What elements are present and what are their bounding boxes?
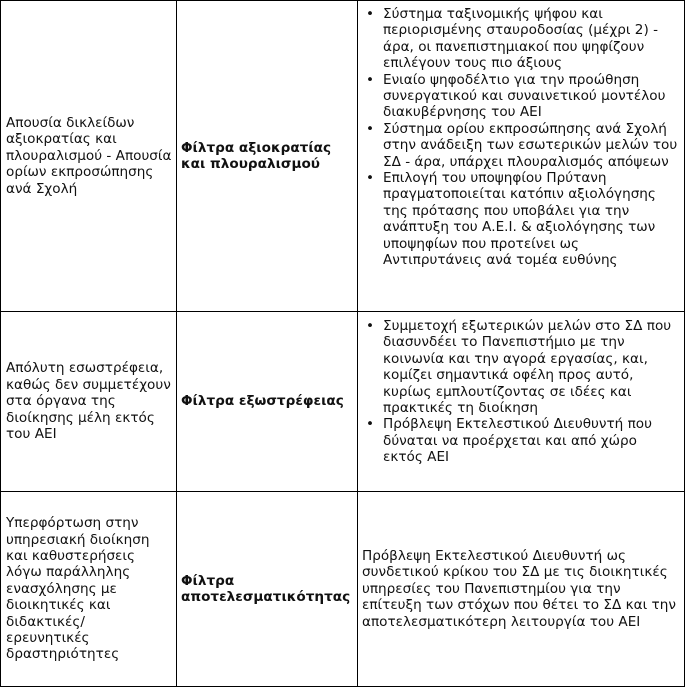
measures-list xyxy=(362,6,680,269)
table-row xyxy=(1,1,685,312)
problem-cell: Απόλυτη εσωστρέφεια, καθώς δεν συμμετέχουν στα όργανα της διοίκησης μέλη εκτός του ΑΕΙ xyxy=(1,312,177,492)
list-item xyxy=(362,318,680,416)
list-item xyxy=(362,72,680,121)
bullet-icon: • xyxy=(366,170,375,187)
measure-text: Επιλογή του υποψηφίου Πρύτανη πραγματοποιείται κατόπιν αξιολόγησης της πρότασης που υποβάλει για την ανάπτυξη του Α.Ε.Ι. & αξιολόγησης των υποψηφίων που προτείνει ως Αντιπρυτάνεις ανά τομέα ευθύνης xyxy=(383,170,656,269)
bullet-icon: • xyxy=(366,6,375,22)
bullet-icon: • xyxy=(366,120,375,137)
filter-cell: Φίλτρα αξιοκρατίας και πλουραλισμού xyxy=(177,1,358,312)
measure-text: Σύστημα ορίου εκπροσώπησης ανά Σχολή στην ανάδειξη των εσωτερικών μελών του ΣΔ - άρα, υπάρχει πλουραλισμός απόψεων xyxy=(383,120,678,170)
measure-text: Συμμετοχή εξωτερικών μελών στο ΣΔ που διασυνδέει το Πανεπιστήμιο με την κοινωνία και την αγορά εργασίας, και, κομίζει σημαντικά οφέλη προς αυτό, κυρίως εμπλουτίζοντας σε ιδέες και πρακτικές τη διοίκηση xyxy=(383,318,672,417)
table-row xyxy=(1,492,685,687)
list-item xyxy=(362,170,680,268)
bullet-icon: • xyxy=(366,416,375,433)
bullet-icon: • xyxy=(366,71,375,88)
measures-cell xyxy=(358,1,685,312)
list-item xyxy=(362,416,680,465)
problem-cell: Υπερφόρτωση στην υπηρεσιακή διοίκηση και καθυστερήσεις λόγω παράλληλης ενασχόλησης με διοικητικές και διδακτικές/ ερευνητικές δραστηριότητες xyxy=(1,492,177,687)
list-item xyxy=(362,121,680,170)
bullet-icon: • xyxy=(366,318,375,334)
measures-cell: Πρόβλεψη Εκτελεστικού Διευθυντή ως συνδετικού κρίκου του ΣΔ με τις διοικητικές υπηρεσίες του Πανεπιστημίου για την επίτευξη των στόχων που θέτει το ΣΔ και την αποτελεσματικότερη λειτουργία του ΑΕΙ xyxy=(358,492,685,687)
problem-cell: Απουσία δικλείδων αξιοκρατίας και πλουραλισμού - Απουσία ορίων εκπροσώπησης ανά Σχολή xyxy=(1,1,177,312)
measure-text: Ενιαίο ψηφοδέλτιο για την προώθηση συνεργατικού και συναινετικού μοντέλου διακυβέρνησης του ΑΕΙ xyxy=(383,71,666,121)
measure-text: Πρόβλεψη Εκτελεστικού Διευθυντή που δύναται να προέρχεται και από χώρο εκτός ΑΕΙ xyxy=(383,416,652,466)
measures-cell xyxy=(358,312,685,492)
table-row xyxy=(1,312,685,492)
measure-text: Σύστημα ταξινομικής ψήφου και περιορισμένης σταυροδοσίας (μέχρι 2) - άρα, οι πανεπιστημιακοί που ψηφίζουν επιλέγουν τους πιο άξιους xyxy=(383,6,658,72)
filter-cell: Φίλτρα αποτελεσματικότητας xyxy=(177,492,358,687)
filter-cell: Φίλτρα εξωστρέφειας xyxy=(177,312,358,492)
list-item xyxy=(362,6,680,72)
measures-list xyxy=(362,318,680,466)
